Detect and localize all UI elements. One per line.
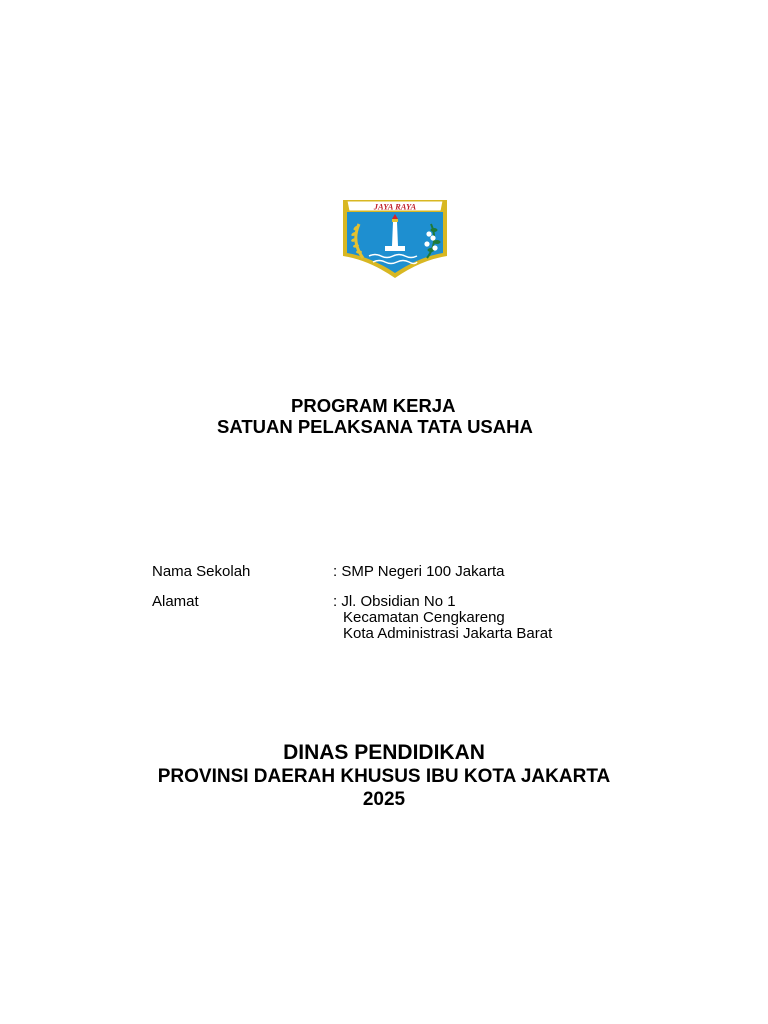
school-name-value: : SMP Negeri 100 Jakarta: [333, 563, 505, 580]
address-line-district: Kecamatan Cengkareng: [343, 609, 505, 626]
document-subtitle: SATUAN PELAKSANA TATA USAHA: [217, 416, 533, 437]
address-line-city: Kota Administrasi Jakarta Barat: [343, 625, 553, 642]
agency-province: PROVINSI DAERAH KHUSUS IBU KOTA JAKARTA: [157, 766, 611, 787]
school-name-label: Nama Sekolah: [152, 563, 251, 580]
document-year: 2025: [362, 789, 406, 810]
address-line-street: : Jl. Obsidian No 1: [333, 593, 456, 610]
agency-name: DINAS PENDIDIKAN: [283, 741, 485, 764]
jakarta-crest-logo: [341, 198, 449, 280]
document-title: PROGRAM KERJA: [291, 395, 456, 416]
address-label: Alamat: [152, 593, 199, 610]
svg-text:JAYA RAYA: JAYA RAYA: [373, 201, 417, 212]
